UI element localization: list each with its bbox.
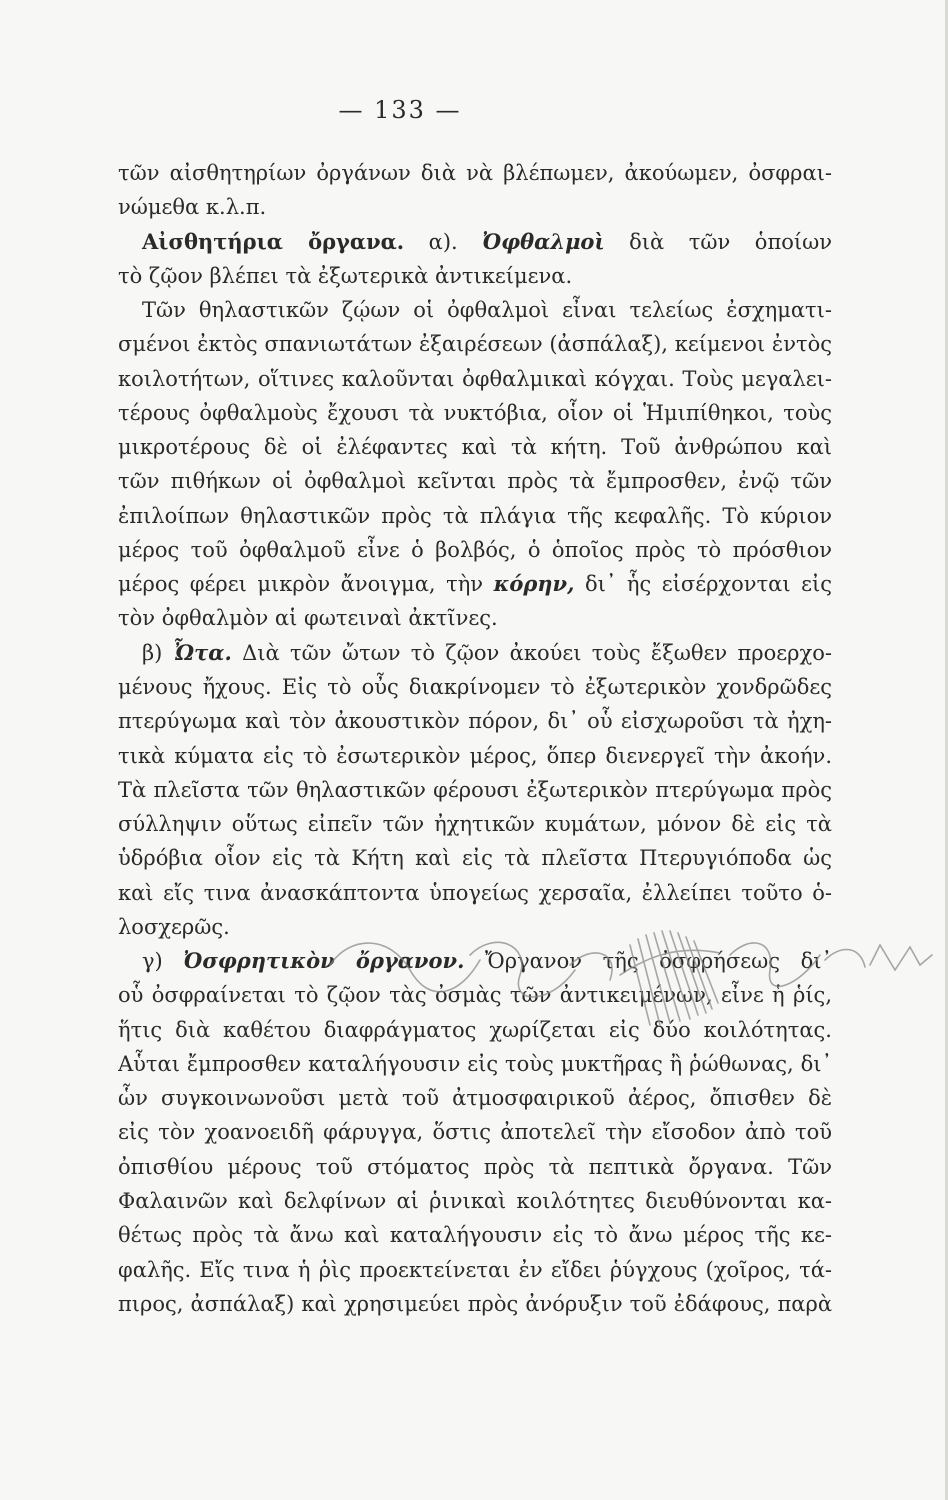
text-line [118,1013,832,1047]
text-segment: δι᾿ ἧς εἰσέρχονται εἰς [574,572,832,597]
text-line [118,190,832,224]
text-segment: μικροτέρους δὲ οἱ ἐλέφαντες καὶ τὰ κήτη. Τοῦ ἀνθρώπου καὶ [118,435,832,460]
text-line [118,1287,832,1321]
text-line [118,1150,832,1184]
text-segment: πιρος, ἀσπάλαξ) καὶ χρησιμεύει πρὸς ἀνόρυξιν τοῦ ἐδάφους, παρὰ [118,1291,832,1316]
text-segment: ὑδρόβια οἷον εἰς τὰ Κήτη καὶ εἰς τὰ πλεῖστα Πτερυγιόποδα ὡς [118,846,832,871]
text-segment: γ) [142,949,184,974]
text-line [118,430,832,464]
emphasized-term: Ὦτα. [172,639,232,665]
text-line [118,1218,832,1252]
text-segment: πτερύγωμα καὶ τὸν ἀκουστικὸν πόρον, δι᾿ οὗ εἰσχωροῦσι τὰ ἠχη- [118,709,832,734]
text-line [118,259,832,293]
text-line [118,293,832,327]
text-line [118,773,832,807]
text-line [118,396,832,430]
text-segment: μέρος φέρει μικρὸν ἄνοιγμα, τὴν [118,572,494,597]
text-line [118,704,832,738]
text-segment: Αὗται ἔμπροσθεν καταλήγουσιν εἰς τοὺς μυκτῆρας ἢ ῥώθωνας, δι᾿ [118,1051,832,1076]
text-segment: Τῶν θηλαστικῶν ζῴων οἱ ὀφθαλμοὶ εἶναι τελείως ἐσχηματι- [142,298,832,323]
text-segment: α). [404,229,483,254]
text-segment: διὰ τῶν ὁποίων [604,229,832,254]
emphasized-term: Αἰσθητήρια ὄργανα. [142,228,405,254]
text-segment: λοσχερῶς. [118,914,230,939]
text-segment: θέτως πρὸς τὰ ἄνω καὶ καταλήγουσιν εἰς τὸ ἄνω μέρος τῆς κε- [118,1223,832,1248]
text-line [118,601,832,635]
text-segment: κοιλοτήτων, οἵτινες καλοῦνται ὀφθαλμικαὶ κόγχαι. Τοὺς μεγαλει- [118,366,832,391]
text-segment: ὧν συγκοινωνοῦσι μετὰ τοῦ ἀτμοσφαιρικοῦ ἀέρος, ὄπισθεν δὲ [118,1086,832,1111]
body-text [118,156,832,1321]
text-segment: τέρους ὀφθαλμοὺς ἔχουσι τὰ νυκτόβια, οἷον οἱ Ἡμιπίθηκοι, τοὺς [118,400,832,425]
text-segment: ἐπιλοίπων θηλαστικῶν πρὸς τὰ πλάγια τῆς κεφαλῆς. Τὸ κύριον [118,503,832,528]
text-line [118,670,832,704]
text-line [118,1115,832,1149]
text-segment: τῶν πιθήκων οἱ ὀφθαλμοὶ κεῖνται πρὸς τὰ ἔμπροσθεν, ἐνῷ τῶν [118,469,832,494]
text-segment: εἰς τὸν χοανοειδῆ φάρυγγα, ὅστις ἀποτελεῖ τὴν εἴσοδον ἀπὸ τοῦ [118,1120,832,1145]
text-line [118,841,832,875]
text-segment: σμένοι ἐκτὸς σπανιωτάτων ἐξαιρέσεων (ἀσπάλαξ), κείμενοι ἐντὸς [118,332,832,357]
text-line [118,156,832,190]
emphasized-term: Ὀφθαλμοὶ [482,228,605,254]
text-line [118,225,832,259]
text-line [118,327,832,361]
text-line [118,533,832,567]
text-segment: τικὰ κύματα εἰς τὸ ἐσωτερικὸν μέρος, ὅπερ διενεργεῖ τὴν ἀκοήν. [118,743,832,768]
emphasized-term: Ὀσφρητικὸν ὄργανον. [183,948,465,974]
text-line [118,739,832,773]
text-segment: Ὄργανον τῆς ὀσφρήσεως δι᾿ [464,949,832,974]
text-segment: καὶ εἴς τινα ἀνασκάπτοντα ὑπογείως χερσαῖα, ἐλλείπει τοῦτο ὁ- [118,880,832,905]
text-line [118,464,832,498]
text-line [118,1081,832,1115]
text-line [118,876,832,910]
text-segment: ἥτις διὰ καθέτου διαφράγματος χωρίζεται εἰς δύο κοιλότητας. [118,1017,832,1042]
text-line [118,567,832,601]
emphasized-term: κόρην, [493,571,575,597]
text-segment: ὀπισθίου μέρους τοῦ στόματος πρὸς τὰ πεπτικὰ ὄργανα. Τῶν [118,1154,832,1179]
text-segment: οὗ ὀσφραίνεται τὸ ζῷον τὰς ὀσμὰς τῶν ἀντικειμένων, εἶνε ἡ ῥίς, [118,983,832,1008]
text-line [118,362,832,396]
text-line [118,807,832,841]
text-segment: φαλῆς. Εἴς τινα ἡ ῥὶς προεκτείνεται ἐν εἴδει ῥύγχους (χοῖρος, τά- [118,1257,832,1282]
text-segment: μένους ἤχους. Εἰς τὸ οὖς διακρίνομεν τὸ ἐξωτερικὸν χονδρῶδες [118,674,832,699]
text-line [118,1184,832,1218]
text-line [118,1047,832,1081]
text-line [118,499,832,533]
page-number: — 133 — [338,96,462,124]
text-line [118,978,832,1012]
text-segment: σύλληψιν οὕτως εἰπεῖν τῶν ἠχητικῶν κυμάτων, μόνον δὲ εἰς τὰ [118,812,832,837]
text-segment: τὸ ζῷον βλέπει τὰ ἐξωτερικὰ ἀντικείμενα. [118,263,573,288]
text-segment: μέρος τοῦ ὀφθαλμοῦ εἶνε ὁ βολβός, ὁ ὁποῖος πρὸς τὸ πρόσθιον [118,537,832,562]
text-line [118,944,832,978]
text-segment: β) [142,640,173,665]
text-segment: νώμεθα κ.λ.π. [118,195,267,220]
text-line [118,636,832,670]
text-segment: τὸν ὀφθαλμὸν αἱ φωτειναὶ ἀκτῖνες. [118,606,498,631]
text-segment: Φαλαινῶν καὶ δελφίνων αἱ ῥινικαὶ κοιλότητες διευθύνονται κα- [118,1188,832,1213]
text-line [118,910,832,944]
text-segment: Τὰ πλεῖστα τῶν θηλαστικῶν φέρουσι ἐξωτερικὸν πτερύγωμα πρὸς [118,777,832,802]
text-segment: τῶν αἰσθητηρίων ὀργάνων διὰ νὰ βλέπωμεν, ἀκούωμεν, ὀσφραι- [118,161,832,185]
text-line [118,1253,832,1287]
text-segment: Διὰ τῶν ὤτων τὸ ζῷον ἀκούει τοὺς ἔξωθεν προερχο- [231,640,832,665]
